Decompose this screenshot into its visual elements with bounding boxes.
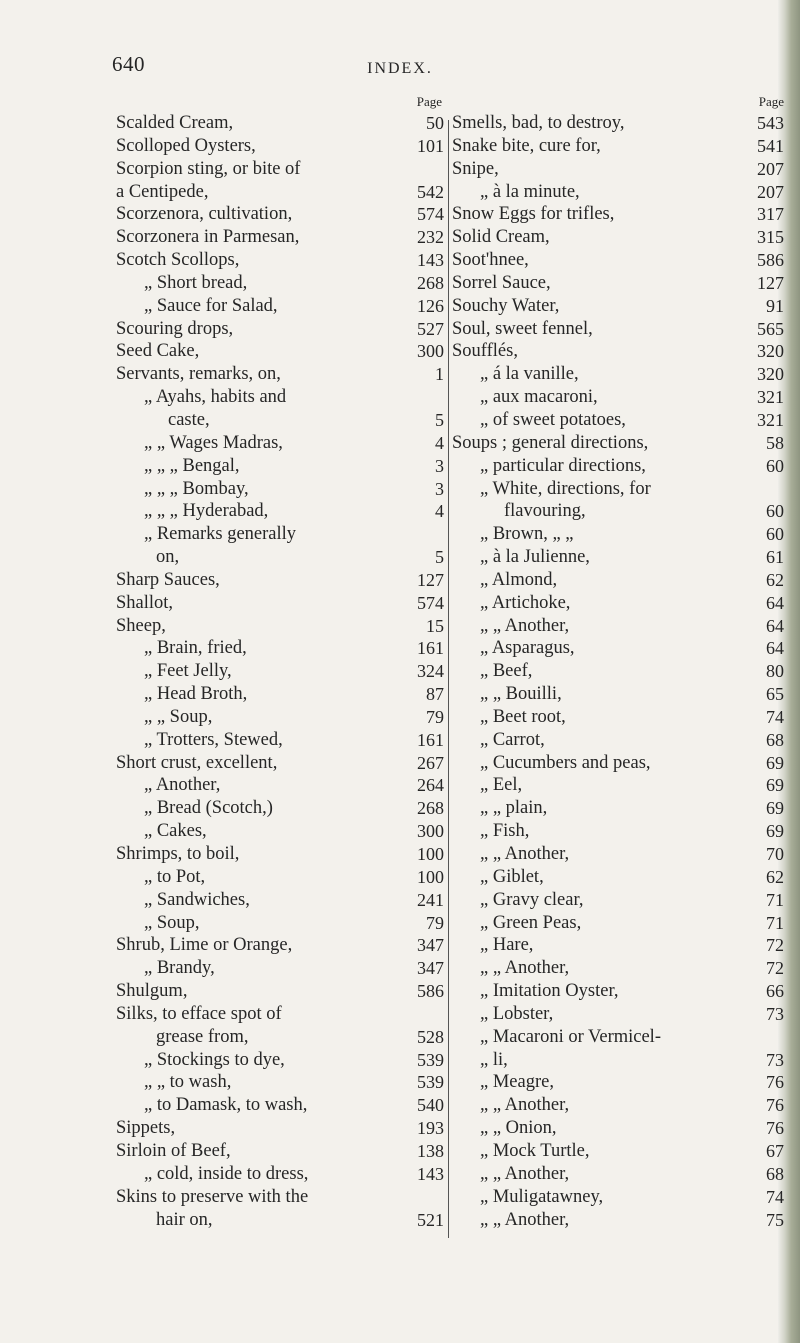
entry-text: Solid Cream,	[452, 227, 550, 248]
entry-text: „ Fish,	[480, 821, 530, 842]
entry-page-number: 66	[766, 981, 784, 1002]
index-entry-list	[452, 112, 786, 1231]
entry-text: Scorzonera in Parmesan,	[116, 227, 300, 248]
entry-text: Shrub, Lime or Orange,	[116, 935, 293, 956]
index-entry	[116, 729, 444, 752]
entry-text: „ „ plain,	[480, 798, 548, 819]
index-entry	[116, 203, 444, 226]
entry-text: Shrimps, to boil,	[116, 844, 240, 864]
entry-text: Scolloped Oysters,	[116, 135, 256, 156]
index-entry	[116, 386, 444, 409]
index-entry	[452, 1071, 786, 1094]
entry-text: „ Giblet,	[480, 866, 544, 887]
entry-page-number: 127	[417, 569, 444, 590]
index-entry	[116, 683, 444, 706]
index-entry	[452, 1026, 786, 1049]
entry-page-number: 539	[417, 1049, 444, 1070]
index-entry	[452, 592, 786, 615]
entry-page-number: 74	[766, 706, 784, 727]
entry-text: Skins to preserve with the	[116, 1186, 309, 1207]
index-entry	[452, 706, 786, 729]
entry-page-number: 4	[435, 501, 444, 522]
index-entry	[452, 272, 786, 295]
entry-page-number: 320	[757, 341, 784, 362]
entry-text: Soufflés,	[452, 341, 518, 362]
entry-text: „ Ayahs, habits and	[144, 387, 287, 408]
index-entry	[452, 1209, 786, 1232]
entry-text: „ „ Soup,	[144, 706, 213, 727]
entry-page-number: 71	[766, 912, 784, 933]
entry-page-number: 586	[757, 250, 784, 271]
index-entry	[452, 1186, 786, 1209]
entry-text: Snow Eggs for trifles,	[452, 204, 615, 225]
entry-text: caste,	[168, 409, 210, 430]
entry-text: Souchy Water,	[452, 295, 560, 316]
entry-text: „ Eel,	[480, 775, 523, 796]
index-entry	[452, 912, 786, 935]
index-entry	[452, 363, 786, 386]
entry-page-number: 62	[766, 866, 784, 887]
index-entry	[116, 912, 444, 935]
index-entry	[116, 1117, 444, 1140]
index-entry	[452, 523, 786, 546]
entry-text: „ White, directions, for	[480, 478, 651, 499]
index-entry	[452, 500, 786, 523]
entry-page-number: 347	[417, 958, 444, 979]
entry-text: „ Carrot,	[480, 729, 545, 750]
entry-text: Servants, remarks, on,	[116, 364, 281, 385]
entry-page-number: 91	[766, 295, 784, 316]
entry-text: „ Macaroni or Vermicel-	[480, 1026, 661, 1047]
index-entry	[116, 615, 444, 638]
entry-text: „ Sauce for Salad,	[144, 295, 278, 316]
entry-page-number: 521	[417, 1209, 444, 1230]
index-entry	[116, 226, 444, 249]
index-entry	[116, 1026, 444, 1049]
index-entry	[116, 135, 444, 158]
index-entry	[116, 980, 444, 1003]
entry-text: „ Muligatawney,	[480, 1186, 604, 1207]
entry-text: „ Brown, „ „	[480, 524, 574, 545]
entry-text: „ „ „ Bombay,	[144, 478, 249, 499]
entry-page-number: 528	[417, 1026, 444, 1047]
entry-text: a Centipede,	[116, 181, 209, 202]
entry-text: „ Trotters, Stewed,	[144, 729, 283, 750]
entry-page-number: 100	[417, 866, 444, 887]
entry-text: Scotch Scollops,	[116, 250, 240, 271]
entry-text: „ Gravy clear,	[480, 889, 584, 910]
index-entry	[116, 592, 444, 615]
index-entry	[116, 843, 444, 866]
index-entry	[452, 1094, 786, 1117]
index-entry	[452, 158, 786, 181]
entry-page-number: 4	[435, 432, 444, 453]
entry-page-number: 300	[417, 821, 444, 842]
index-entry	[452, 226, 786, 249]
index-entry	[116, 1071, 444, 1094]
entry-text: „ Brandy,	[144, 958, 215, 979]
index-entry	[116, 1140, 444, 1163]
entry-page-number: 62	[766, 569, 784, 590]
index-entry	[452, 660, 786, 683]
entry-text: „ à la Julienne,	[480, 547, 590, 568]
index-entry	[452, 546, 786, 569]
entry-text: Shallot,	[116, 592, 174, 613]
entry-page-number: 143	[417, 250, 444, 271]
entry-page-number: 5	[435, 409, 444, 430]
entry-text: „ „ Another,	[480, 844, 570, 864]
entry-text: Scouring drops,	[116, 318, 234, 339]
entry-page-number: 79	[426, 912, 444, 933]
index-entry	[452, 340, 786, 363]
entry-page-number: 347	[417, 935, 444, 956]
entry-page-number: 300	[417, 341, 444, 362]
entry-page-number: 324	[417, 661, 444, 682]
entry-page-number: 80	[766, 661, 784, 682]
entry-page-number: 127	[757, 272, 784, 293]
entry-text: Snake bite, cure for,	[452, 135, 601, 156]
entry-text: „ Imitation Oyster,	[480, 981, 619, 1002]
index-entry	[452, 774, 786, 797]
index-entry	[452, 683, 786, 706]
index-entry	[116, 957, 444, 980]
entry-text: „ Hare,	[480, 935, 534, 956]
entry-text: Scorpion sting, or bite of	[116, 158, 301, 179]
entry-text: „ Head Broth,	[144, 684, 248, 705]
index-entry	[116, 432, 444, 455]
index-entry	[452, 843, 786, 866]
entry-page-number: 542	[417, 181, 444, 202]
index-entry	[116, 500, 444, 523]
index-entry	[452, 729, 786, 752]
index-entry	[452, 386, 786, 409]
entry-text: „ to Pot,	[144, 866, 206, 887]
entry-page-number: 540	[417, 1095, 444, 1116]
entry-text: Scalded Cream,	[116, 113, 234, 133]
index-entry	[116, 272, 444, 295]
entry-text: Sorrel Sauce,	[452, 272, 551, 293]
entry-page-number: 193	[417, 1118, 444, 1139]
entry-page-number: 541	[757, 135, 784, 156]
entry-page-number: 68	[766, 1163, 784, 1184]
entry-text: Seed Cake,	[116, 341, 200, 362]
entry-text: „ Short bread,	[144, 272, 248, 293]
entry-page-number: 3	[435, 478, 444, 499]
entry-text: Soups ; general directions,	[452, 432, 649, 453]
page-column-header: Page	[758, 94, 784, 109]
index-entry	[116, 820, 444, 843]
entry-page-number: 232	[417, 227, 444, 248]
entry-page-number: 101	[417, 135, 444, 156]
page-column-header: Page	[416, 94, 442, 109]
index-entry	[116, 158, 444, 181]
entry-page-number: 143	[417, 1163, 444, 1184]
index-entry	[116, 318, 444, 341]
entry-text: „ „ Another,	[480, 1209, 570, 1230]
entry-page-number: 60	[766, 524, 784, 545]
index-entry	[452, 889, 786, 912]
entry-page-number: 241	[417, 889, 444, 910]
index-entry	[116, 1163, 444, 1186]
entry-page-number: 320	[757, 364, 784, 385]
entry-page-number: 73	[766, 1003, 784, 1024]
index-entry	[116, 478, 444, 501]
index-entry	[452, 318, 786, 341]
index-entry	[452, 569, 786, 592]
entry-text: „ li,	[480, 1049, 508, 1070]
entry-text: „ particular directions,	[480, 455, 646, 476]
entry-text: Short crust, excellent,	[116, 752, 278, 773]
entry-text: „ „ Another,	[480, 1163, 570, 1184]
index-entry	[116, 340, 444, 363]
entry-page-number: 565	[757, 318, 784, 339]
entry-page-number: 3	[435, 455, 444, 476]
index-entry	[452, 409, 786, 432]
entry-page-number: 5	[435, 547, 444, 568]
entry-page-number: 68	[766, 729, 784, 750]
entry-page-number: 69	[766, 775, 784, 796]
entry-page-number: 268	[417, 798, 444, 819]
entry-text: Sirloin of Beef,	[116, 1140, 231, 1161]
entry-page-number: 161	[417, 729, 444, 750]
entry-page-number: 79	[426, 706, 444, 727]
entry-page-number: 76	[766, 1118, 784, 1139]
entry-text: Silks, to efface spot of	[116, 1003, 282, 1024]
column-divider	[448, 120, 449, 1238]
entry-text: „ Cucumbers and peas,	[480, 752, 651, 773]
entry-page-number: 58	[766, 432, 784, 453]
index-entry	[116, 455, 444, 478]
index-entry	[452, 432, 786, 455]
entry-text: on,	[156, 547, 180, 568]
index-entry	[452, 135, 786, 158]
entry-text: Shulgum,	[116, 981, 188, 1002]
entry-text: „ Lobster,	[480, 1003, 554, 1024]
index-entry	[116, 1209, 444, 1232]
entry-page-number: 65	[766, 684, 784, 705]
index-entry	[116, 249, 444, 272]
running-title: INDEX.	[367, 60, 433, 77]
entry-text: Sippets,	[116, 1118, 176, 1139]
entry-page-number: 75	[766, 1209, 784, 1230]
entry-page-number: 72	[766, 935, 784, 956]
entry-text: „ aux macaroni,	[480, 387, 598, 408]
index-entry	[116, 1094, 444, 1117]
entry-page-number: 574	[417, 204, 444, 225]
entry-page-number: 100	[417, 844, 444, 864]
entry-page-number: 543	[757, 113, 784, 133]
entry-text: „ „ Another,	[480, 615, 570, 636]
entry-text: „ Bread (Scotch,)	[144, 798, 273, 819]
entry-page-number: 161	[417, 638, 444, 659]
entry-page-number: 574	[417, 592, 444, 613]
index-entry	[116, 1186, 444, 1209]
entry-page-number: 67	[766, 1140, 784, 1161]
entry-text: „ Soup,	[144, 912, 200, 933]
entry-page-number: 264	[417, 775, 444, 796]
entry-text: „ Mock Turtle,	[480, 1140, 590, 1161]
entry-page-number: 64	[766, 638, 784, 659]
index-entry	[116, 112, 444, 135]
index-entry	[452, 957, 786, 980]
entry-page-number: 73	[766, 1049, 784, 1070]
entry-text: „ „ Onion,	[480, 1118, 557, 1139]
index-entry	[452, 797, 786, 820]
index-entry	[452, 866, 786, 889]
entry-text: „ Beet root,	[480, 706, 566, 727]
index-entry	[116, 569, 444, 592]
entry-text: hair on,	[156, 1209, 213, 1230]
index-entry	[116, 934, 444, 957]
index-entry	[452, 820, 786, 843]
entry-text: Sheep,	[116, 615, 166, 636]
entry-text: „ à la minute,	[480, 181, 580, 202]
entry-text: Sharp Sauces,	[116, 569, 220, 590]
index-entry	[116, 866, 444, 889]
index-entry	[452, 637, 786, 660]
entry-page-number: 70	[766, 844, 784, 864]
entry-page-number: 321	[757, 409, 784, 430]
entry-page-number: 50	[426, 113, 444, 133]
entry-text: Snipe,	[452, 158, 499, 179]
entry-text: Soot'hnee,	[452, 250, 529, 271]
entry-page-number: 69	[766, 798, 784, 819]
index-entry	[452, 478, 786, 501]
entry-text: „ to Damask, to wash,	[144, 1095, 308, 1116]
index-entry	[116, 1003, 444, 1026]
entry-page-number: 60	[766, 455, 784, 476]
entry-page-number: 69	[766, 821, 784, 842]
index-entry	[116, 181, 444, 204]
index-entry-list	[116, 112, 444, 1231]
entry-page-number: 267	[417, 752, 444, 773]
index-entry	[116, 523, 444, 546]
index-entry	[116, 660, 444, 683]
entry-page-number: 69	[766, 752, 784, 773]
index-entry	[452, 455, 786, 478]
entry-text: „ Remarks generally	[144, 524, 297, 545]
entry-page-number: 138	[417, 1140, 444, 1161]
entry-text: „ Stockings to dye,	[144, 1049, 285, 1070]
entry-page-number: 71	[766, 889, 784, 910]
entry-text: flavouring,	[504, 501, 586, 522]
entry-text: Scorzenora, cultivation,	[116, 204, 293, 225]
entry-page-number: 76	[766, 1072, 784, 1093]
index-entry	[452, 615, 786, 638]
index-entry	[452, 295, 786, 318]
entry-text: „ á la vanille,	[480, 364, 579, 385]
entry-page-number: 76	[766, 1095, 784, 1116]
entry-page-number: 268	[417, 272, 444, 293]
entry-page-number: 60	[766, 501, 784, 522]
index-entry	[452, 1003, 786, 1026]
index-entry	[452, 752, 786, 775]
entry-text: „ Another,	[144, 775, 221, 796]
entry-page-number: 207	[757, 158, 784, 179]
entry-text: Soul, sweet fennel,	[452, 318, 593, 339]
entry-page-number: 539	[417, 1072, 444, 1093]
entry-page-number: 64	[766, 592, 784, 613]
entry-text: „ Artichoke,	[480, 592, 571, 613]
entry-text: „ Green Peas,	[480, 912, 582, 933]
entry-page-number: 72	[766, 958, 784, 979]
index-entry	[452, 1163, 786, 1186]
entry-text: „ Sandwiches,	[144, 889, 250, 910]
index-entry	[116, 546, 444, 569]
entry-text: Smells, bad, to destroy,	[452, 113, 625, 133]
index-entry	[116, 752, 444, 775]
entry-page-number: 61	[766, 547, 784, 568]
index-entry	[452, 249, 786, 272]
index-entry	[116, 409, 444, 432]
index-entry	[452, 1049, 786, 1072]
entry-text: „ Cakes,	[144, 821, 207, 842]
index-entry	[116, 295, 444, 318]
entry-page-number: 15	[426, 615, 444, 636]
index-entry	[452, 112, 786, 135]
entry-page-number: 64	[766, 615, 784, 636]
index-entry	[116, 637, 444, 660]
entry-text: „ „ Another,	[480, 1095, 570, 1116]
entry-text: grease from,	[156, 1026, 249, 1047]
entry-text: „ „ to wash,	[144, 1072, 232, 1093]
entry-page-number: 74	[766, 1186, 784, 1207]
entry-text: „ Feet Jelly,	[144, 661, 232, 682]
entry-page-number: 207	[757, 181, 784, 202]
entry-text: „ of sweet potatoes,	[480, 409, 626, 430]
index-entry	[116, 774, 444, 797]
index-entry	[116, 363, 444, 386]
entry-text: „ Almond,	[480, 569, 558, 590]
index-entry	[452, 203, 786, 226]
index-entry	[116, 1049, 444, 1072]
page-number: 640	[112, 52, 145, 76]
entry-text: „ „ Another,	[480, 958, 570, 979]
entry-page-number: 315	[757, 227, 784, 248]
entry-text: „ „ Bouilli,	[480, 684, 562, 705]
index-entry	[452, 934, 786, 957]
entry-page-number: 586	[417, 981, 444, 1002]
index-entry	[116, 706, 444, 729]
index-entry	[452, 980, 786, 1003]
index-entry	[116, 797, 444, 820]
index-entry	[116, 889, 444, 912]
right-column	[452, 94, 786, 1231]
entry-text: „ „ „ Hyderabad,	[144, 501, 269, 522]
index-entry	[452, 181, 786, 204]
entry-page-number: 321	[757, 387, 784, 408]
entry-page-number: 126	[417, 295, 444, 316]
entry-page-number: 317	[757, 204, 784, 225]
entry-page-number: 87	[426, 684, 444, 705]
entry-text: „ „ Wages Madras,	[144, 432, 283, 453]
index-entry	[452, 1140, 786, 1163]
entry-page-number: 1	[435, 364, 444, 385]
index-entry	[452, 1117, 786, 1140]
entry-text: „ Meagre,	[480, 1072, 554, 1093]
entry-text: „ cold, inside to dress,	[144, 1163, 309, 1184]
entry-page-number: 527	[417, 318, 444, 339]
left-column	[116, 94, 444, 1231]
entry-text: „ Beef,	[480, 661, 533, 682]
entry-text: „ „ „ Bengal,	[144, 455, 240, 476]
entry-text: „ Asparagus,	[480, 638, 575, 659]
entry-text: „ Brain, fried,	[144, 638, 247, 659]
